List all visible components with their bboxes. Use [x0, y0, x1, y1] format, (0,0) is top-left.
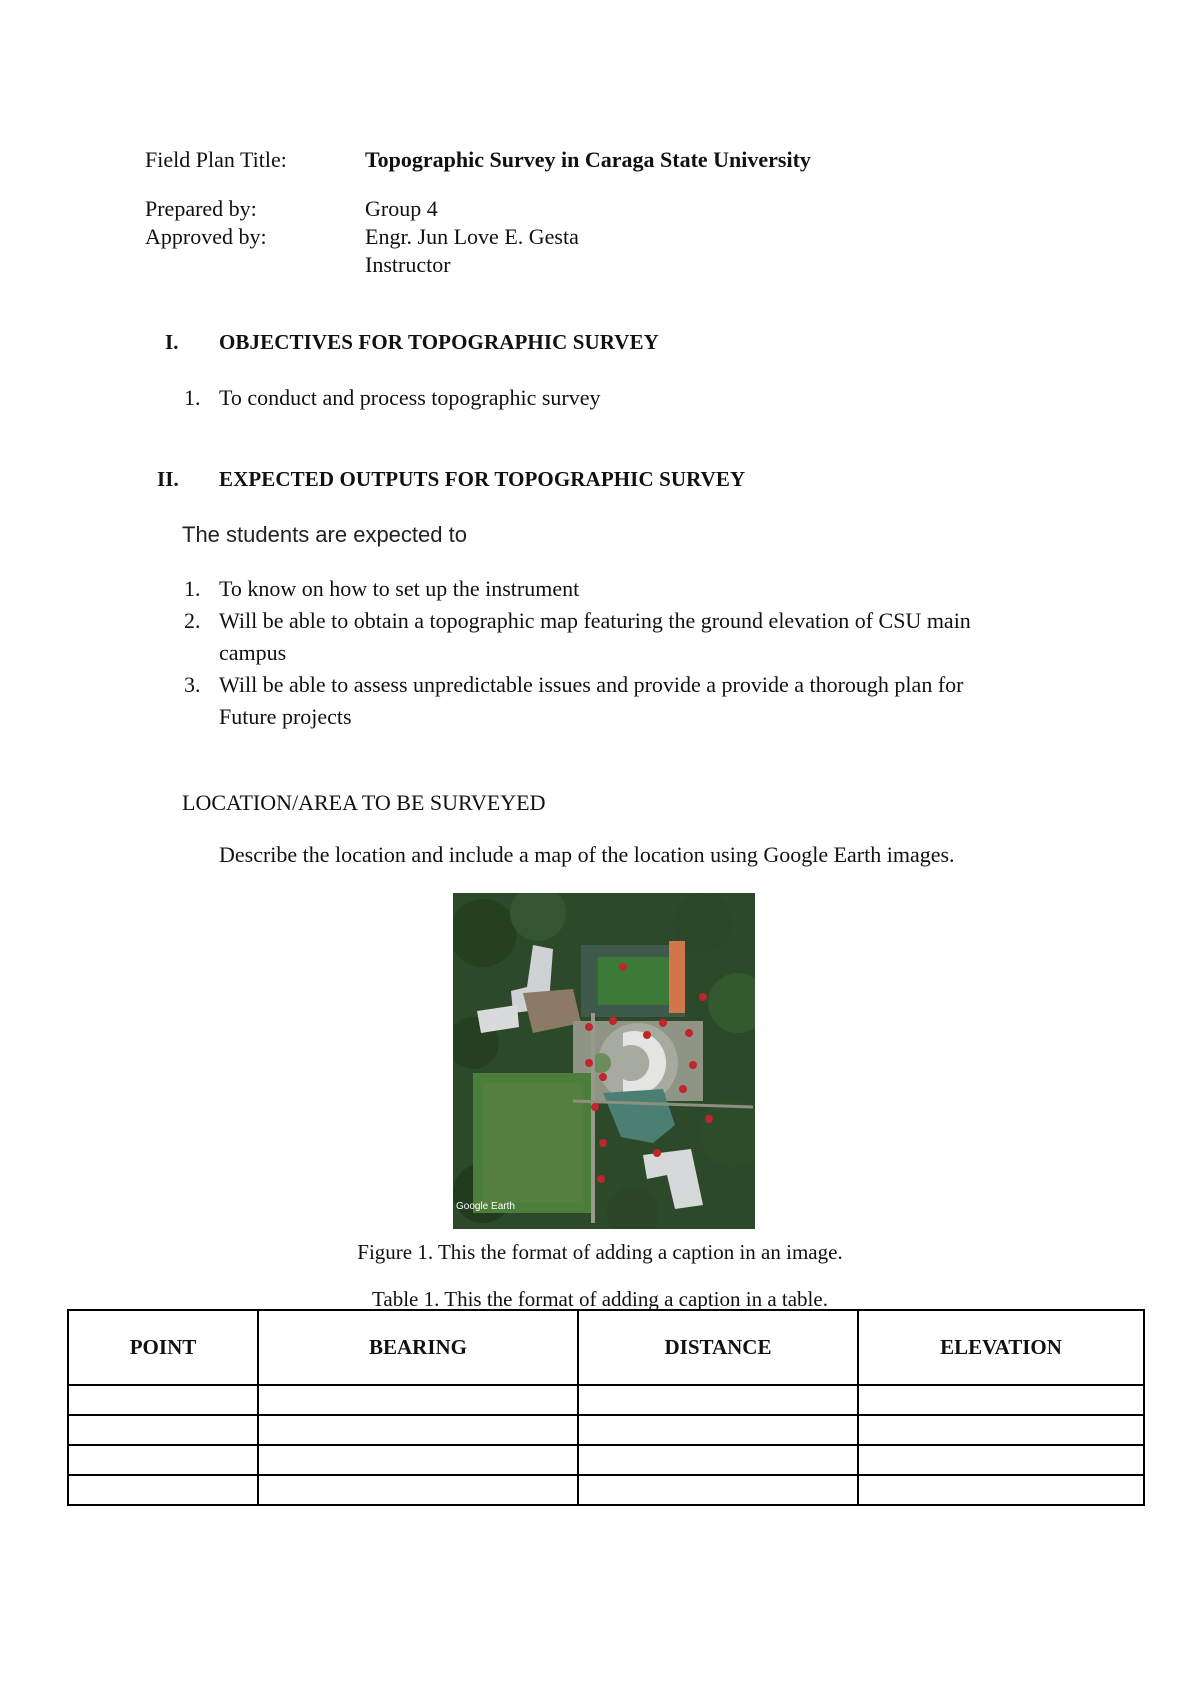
- approved-by-label: Approved by:: [145, 224, 267, 249]
- survey-data-table: [67, 1309, 1145, 1506]
- section-2-numeral: II.: [157, 467, 179, 491]
- output-2-number: 2.: [184, 608, 201, 633]
- table-caption: Table 1. This the format of adding a caption in a table.: [372, 1287, 828, 1311]
- table-row: [68, 1415, 1144, 1445]
- column-header-point: POINT: [68, 1310, 258, 1385]
- table-cell: [258, 1385, 578, 1415]
- section-2-heading: EXPECTED OUTPUTS FOR TOPOGRAPHIC SURVEY: [219, 467, 746, 491]
- table-cell: [578, 1445, 858, 1475]
- section-1-heading: OBJECTIVES FOR TOPOGRAPHIC SURVEY: [219, 330, 659, 354]
- table-row: [68, 1385, 1144, 1415]
- table-cell: [578, 1385, 858, 1415]
- output-2-text-line-1: Will be able to obtain a topographic map featuring the ground elevation of CSU main: [219, 608, 971, 633]
- output-3-text-line-1: Will be able to assess unpredictable issues and provide a provide a thorough plan for: [219, 672, 964, 697]
- figure-caption: Figure 1. This the format of adding a caption in an image.: [357, 1240, 843, 1264]
- approved-by-role: Instructor: [365, 252, 451, 277]
- output-3-text-line-2: Future projects: [219, 704, 352, 729]
- table-cell: [68, 1475, 258, 1505]
- table-cell: [858, 1415, 1144, 1445]
- table-cell: [578, 1415, 858, 1445]
- table-cell: [68, 1415, 258, 1445]
- section-1-numeral: I.: [165, 330, 179, 354]
- field-plan-title-label: Field Plan Title:: [145, 147, 287, 172]
- output-1-text: To know on how to set up the instrument: [219, 576, 580, 601]
- table-cell: [258, 1415, 578, 1445]
- table-cell: [858, 1385, 1144, 1415]
- table-header-row: [68, 1310, 1144, 1385]
- output-1-number: 1.: [184, 576, 201, 601]
- section-2-intro: The students are expected to: [182, 522, 467, 547]
- objective-1-text: To conduct and process topographic survey: [219, 385, 601, 410]
- table-row: [68, 1475, 1144, 1505]
- table-cell: [258, 1445, 578, 1475]
- location-heading: LOCATION/AREA TO BE SURVEYED: [182, 790, 546, 815]
- column-header-distance: DISTANCE: [578, 1310, 858, 1385]
- satellite-map-graphic: [453, 893, 755, 1229]
- output-3-number: 3.: [184, 672, 201, 697]
- satellite-map-image: [453, 893, 755, 1229]
- column-header-elevation: ELEVATION: [858, 1310, 1144, 1385]
- column-header-bearing: BEARING: [258, 1310, 578, 1385]
- table-cell: [858, 1445, 1144, 1475]
- table-row: [68, 1445, 1144, 1475]
- google-earth-watermark: Google Earth: [456, 1201, 515, 1212]
- table-cell: [858, 1475, 1144, 1505]
- table-cell: [258, 1475, 578, 1505]
- table-cell: [68, 1385, 258, 1415]
- location-description: Describe the location and include a map of the location using Google Earth images.: [219, 842, 955, 867]
- table-cell: [68, 1445, 258, 1475]
- field-plan-title: Topographic Survey in Caraga State University: [365, 147, 811, 172]
- objective-1-number: 1.: [184, 385, 201, 410]
- prepared-by-label: Prepared by:: [145, 196, 257, 221]
- table-cell: [578, 1475, 858, 1505]
- approved-by-value: Engr. Jun Love E. Gesta: [365, 224, 579, 249]
- output-2-text-line-2: campus: [219, 640, 287, 665]
- prepared-by-value: Group 4: [365, 196, 438, 221]
